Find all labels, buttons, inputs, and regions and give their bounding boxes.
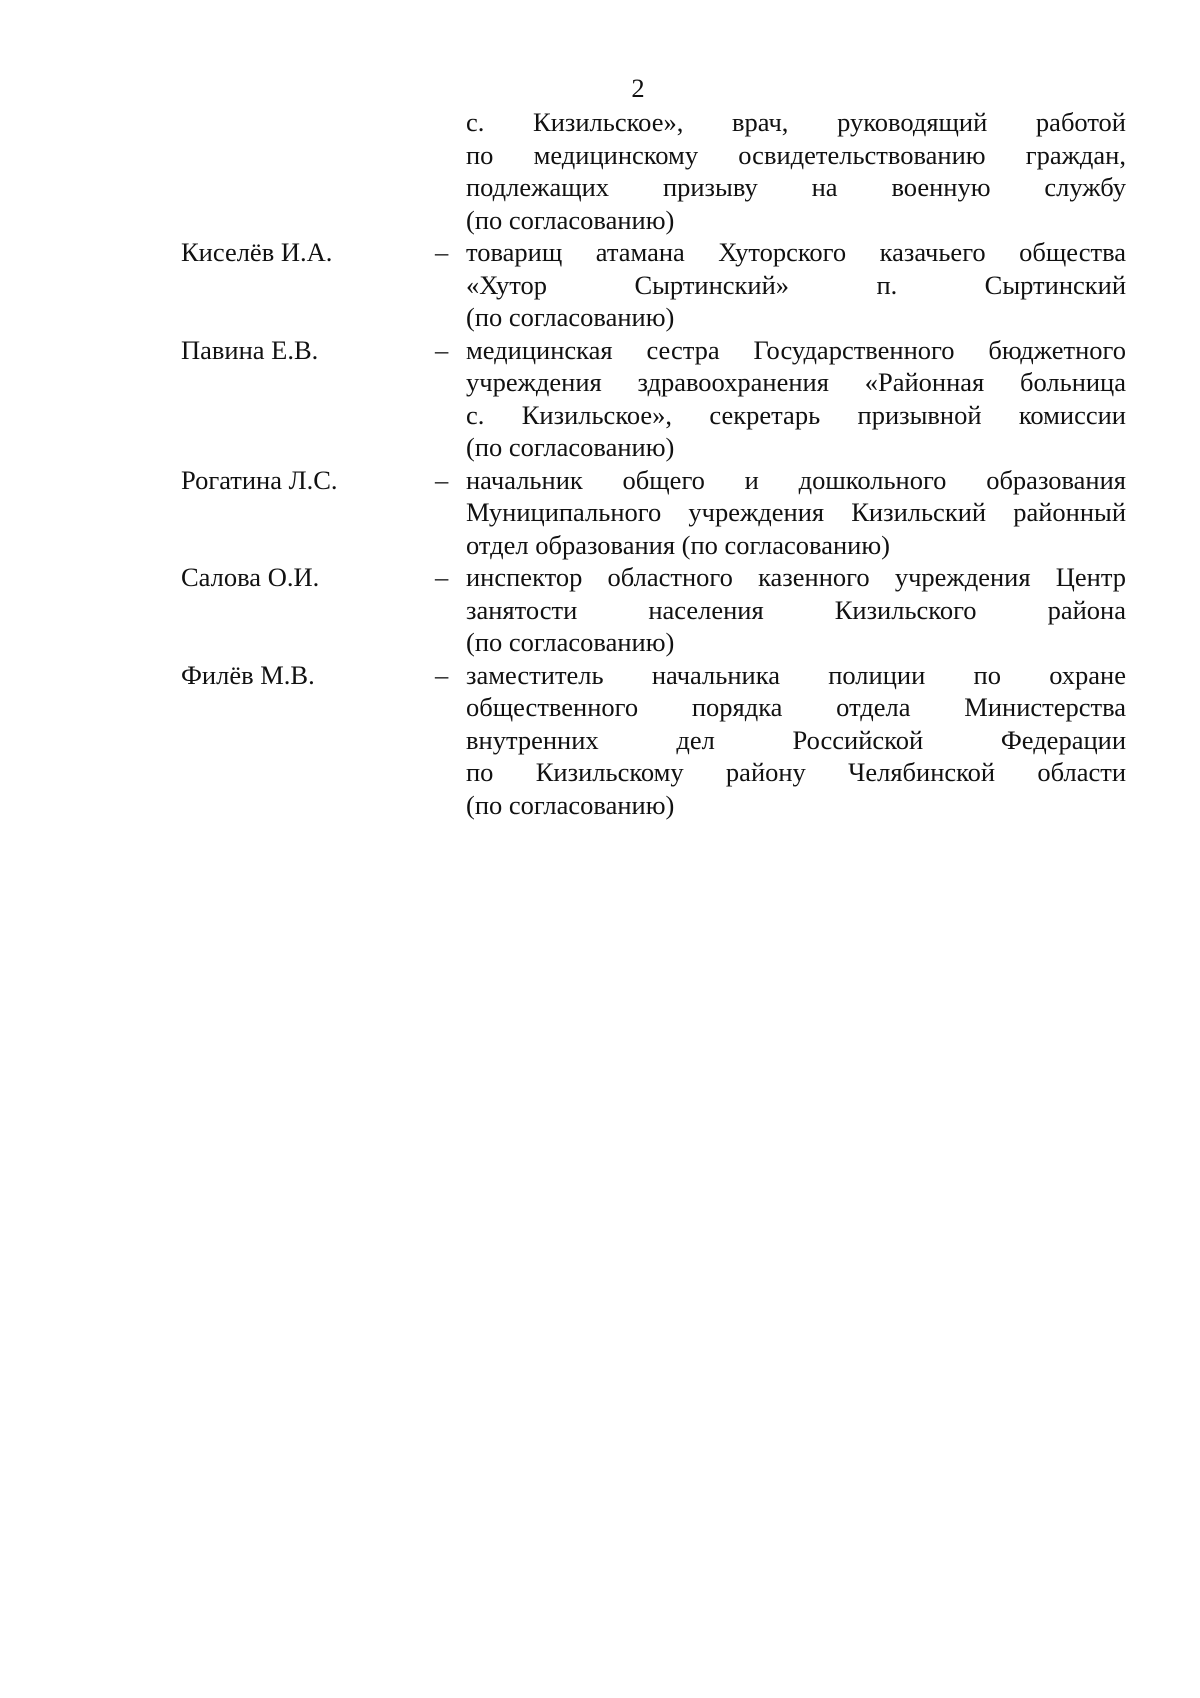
position-line: занятости населения Кизильского района: [466, 594, 1126, 625]
position-line: по медицинскому освидетельствованию граждан,: [466, 139, 1126, 170]
position-line: с. Кизильское», врач, руководящий работой: [466, 107, 1126, 137]
member-name: Павина Е.В.: [181, 334, 319, 365]
member-entry: [181, 659, 1126, 822]
member-position: [466, 106, 1126, 236]
dash: –: [435, 659, 449, 690]
dash: –: [435, 334, 449, 365]
position-line: общественного порядка отдела Министерства: [466, 692, 1126, 722]
position-line: с. Кизильское», секретарь призывной комиссии: [466, 399, 1126, 430]
dash: –: [435, 464, 449, 495]
position-line: (по согласованию): [466, 302, 675, 332]
member-position: [466, 334, 1126, 464]
position-line: учреждения здравоохранения «Районная больница: [466, 367, 1126, 397]
position-line: «Хутор Сыртинский» п. Сыртинский: [466, 269, 1126, 300]
member-name: Киселёв И.А.: [181, 237, 333, 267]
page-number: 2: [631, 73, 645, 103]
member-name: Филёв М.В.: [181, 659, 315, 690]
position-line: медицинская сестра Государственного бюджетного: [466, 334, 1126, 365]
dash: –: [435, 562, 449, 592]
member-entry: [181, 334, 1126, 464]
position-line: (по согласованию): [466, 789, 675, 820]
position-line: товарищ атамана Хуторского казачьего общества: [466, 237, 1126, 267]
position-line: подлежащих призыву на военную службу: [466, 172, 1126, 202]
position-line: (по согласованию): [466, 627, 675, 657]
member-position: [466, 561, 1126, 659]
member-name: Рогатина Л.С.: [181, 464, 338, 495]
position-line: заместитель начальника полиции по охране: [466, 659, 1126, 690]
member-name: Салова О.И.: [181, 562, 320, 592]
position-line: по Кизильскому району Челябинской области: [466, 757, 1126, 787]
member-position: [466, 236, 1126, 334]
member-entry: [181, 464, 1126, 562]
continuation-entry: [181, 106, 1126, 236]
position-line: инспектор областного казенного учреждения Центр: [466, 562, 1126, 592]
position-line: Муниципального учреждения Кизильский районный: [466, 497, 1126, 527]
member-entry: [181, 561, 1126, 659]
dash: –: [435, 237, 449, 267]
member-position: [466, 659, 1126, 822]
position-line: (по согласованию): [466, 432, 675, 462]
commission-list: [181, 106, 1126, 821]
position-line: отдел образования (по согласованию): [466, 529, 890, 560]
position-line: начальник общего и дошкольного образования: [466, 464, 1126, 495]
position-line: (по согласованию): [466, 204, 675, 235]
position-line: внутренних дел Российской Федерации: [466, 724, 1126, 755]
member-entry: [181, 236, 1126, 334]
member-position: [466, 464, 1126, 562]
